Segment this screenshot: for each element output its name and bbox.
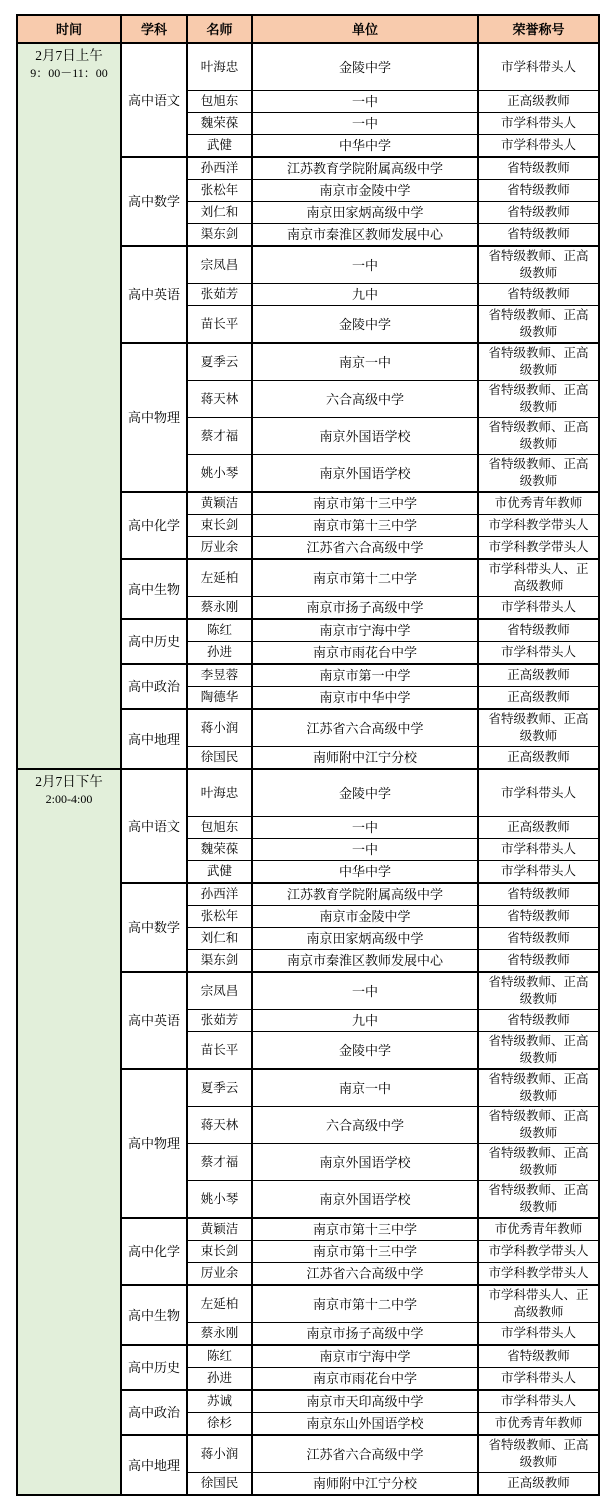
col-header-time: 时间: [17, 15, 121, 43]
teacher-row: [17, 43, 599, 91]
honor-cell: 省特级教师、正高级教师: [478, 381, 599, 418]
school-cell: 南京外国语学校: [252, 418, 478, 455]
school-cell: 南京市雨花台中学: [252, 642, 478, 665]
honor-cell: 市学科教学带头人: [478, 1263, 599, 1286]
honor-cell: 市学科带头人: [478, 135, 599, 158]
honor-cell: 市学科带头人: [478, 861, 599, 884]
honor-cell: 市学科带头人、正高级教师: [478, 559, 599, 597]
honor-cell: 市学科带头人: [478, 1323, 599, 1346]
school-cell: 南京市金陵中学: [252, 180, 478, 202]
school-cell: 南京东山外国语学校: [252, 1413, 478, 1436]
teacher-name-cell: 蔡才福: [187, 1144, 252, 1181]
honor-cell: 省特级教师、正高级教师: [478, 1107, 599, 1144]
subject-cell: 高中语文: [121, 43, 187, 157]
teacher-name-cell: 徐杉: [187, 1413, 252, 1436]
school-cell: 金陵中学: [252, 1032, 478, 1070]
school-cell: 江苏省六合高级中学: [252, 1435, 478, 1473]
honor-cell: 省特级教师、正高级教师: [478, 246, 599, 284]
teacher-name-cell: 蒋小润: [187, 1435, 252, 1473]
teacher-name-cell: 包旭东: [187, 91, 252, 113]
school-cell: 江苏省六合高级中学: [252, 1263, 478, 1286]
school-cell: 金陵中学: [252, 306, 478, 344]
teacher-name-cell: 叶海忠: [187, 43, 252, 91]
school-cell: 江苏教育学院附属高级中学: [252, 883, 478, 906]
teacher-name-cell: 姚小琴: [187, 1181, 252, 1219]
school-cell: 南京市扬子高级中学: [252, 1323, 478, 1346]
school-cell: 南京田家炳高级中学: [252, 202, 478, 224]
teacher-name-cell: 渠东剑: [187, 224, 252, 247]
honor-cell: 省特级教师、正高级教师: [478, 306, 599, 344]
teacher-name-cell: 宗凤昌: [187, 972, 252, 1010]
honor-cell: 省特级教师、正高级教师: [478, 709, 599, 747]
honor-cell: 市学科教学带头人: [478, 1241, 599, 1263]
school-cell: 南京一中: [252, 343, 478, 381]
session-date: 2月7日下午: [35, 774, 103, 789]
session-date: 2月7日上午: [35, 48, 103, 63]
teacher-name-cell: 陈红: [187, 1345, 252, 1368]
school-cell: 南京市秦淮区教师发展中心: [252, 224, 478, 247]
honor-cell: 省特级教师: [478, 284, 599, 306]
honor-cell: 正高级教师: [478, 687, 599, 710]
teacher-name-cell: 束长剑: [187, 1241, 252, 1263]
teacher-name-cell: 厉业余: [187, 537, 252, 560]
school-cell: 南京市雨花台中学: [252, 1368, 478, 1391]
teacher-name-cell: 孙西洋: [187, 883, 252, 906]
school-cell: 南师附中江宁分校: [252, 747, 478, 770]
header-row: [17, 15, 599, 43]
session-time-range: 9：00－11：00: [30, 66, 108, 80]
subject-cell: 高中语文: [121, 769, 187, 883]
teacher-name-cell: 宗凤昌: [187, 246, 252, 284]
school-cell: 南京市天印高级中学: [252, 1390, 478, 1413]
subject-cell: 高中政治: [121, 1390, 187, 1435]
school-cell: 南京市第十二中学: [252, 1285, 478, 1323]
subject-cell: 高中物理: [121, 343, 187, 492]
honor-cell: 省特级教师、正高级教师: [478, 1181, 599, 1219]
school-cell: 中华中学: [252, 861, 478, 884]
school-cell: 金陵中学: [252, 43, 478, 91]
teacher-name-cell: 夏季云: [187, 1069, 252, 1107]
school-cell: 南京市第一中学: [252, 664, 478, 687]
session-time-cell: [17, 769, 121, 1495]
honor-cell: 省特级教师、正高级教师: [478, 1435, 599, 1473]
honor-cell: 正高级教师: [478, 91, 599, 113]
school-cell: 南京市扬子高级中学: [252, 597, 478, 620]
honor-cell: 市学科带头人: [478, 1368, 599, 1391]
school-cell: 南京市第十二中学: [252, 559, 478, 597]
school-cell: 南京外国语学校: [252, 1144, 478, 1181]
school-cell: 南京市宁海中学: [252, 1345, 478, 1368]
teacher-name-cell: 厉业余: [187, 1263, 252, 1286]
honor-cell: 省特级教师: [478, 202, 599, 224]
honor-cell: 省特级教师、正高级教师: [478, 1032, 599, 1070]
honor-cell: 省特级教师: [478, 180, 599, 202]
school-cell: 六合高级中学: [252, 1107, 478, 1144]
school-cell: 九中: [252, 1010, 478, 1032]
subject-cell: 高中历史: [121, 1345, 187, 1390]
teacher-name-cell: 左延柏: [187, 1285, 252, 1323]
honor-cell: 市学科带头人: [478, 1390, 599, 1413]
honor-cell: 市学科带头人、正高级教师: [478, 1285, 599, 1323]
school-cell: 南京市金陵中学: [252, 906, 478, 928]
school-cell: 一中: [252, 113, 478, 135]
teacher-name-cell: 蔡永刚: [187, 1323, 252, 1346]
teacher-name-cell: 渠东剑: [187, 950, 252, 973]
subject-cell: 高中英语: [121, 972, 187, 1069]
honor-cell: 市优秀青年教师: [478, 1413, 599, 1436]
school-cell: 南京外国语学校: [252, 455, 478, 493]
session-time-range: 2:00-4:00: [45, 792, 93, 806]
school-cell: 南京市宁海中学: [252, 619, 478, 642]
subject-cell: 高中化学: [121, 492, 187, 559]
school-cell: 南京田家炳高级中学: [252, 928, 478, 950]
school-cell: 金陵中学: [252, 769, 478, 817]
honor-cell: 省特级教师: [478, 224, 599, 247]
teacher-name-cell: 黄颖洁: [187, 1218, 252, 1241]
honor-cell: 市学科带头人: [478, 769, 599, 817]
honor-cell: 市学科教学带头人: [478, 537, 599, 560]
subject-cell: 高中数学: [121, 883, 187, 972]
teacher-name-cell: 蒋天林: [187, 1107, 252, 1144]
honor-cell: 省特级教师、正高级教师: [478, 455, 599, 493]
school-cell: 六合高级中学: [252, 381, 478, 418]
honor-cell: 省特级教师: [478, 1345, 599, 1368]
subject-cell: 高中生物: [121, 1285, 187, 1345]
teacher-name-cell: 苏诚: [187, 1390, 252, 1413]
session-time-cell: [17, 43, 121, 769]
school-cell: 南京一中: [252, 1069, 478, 1107]
subject-cell: 高中化学: [121, 1218, 187, 1285]
teacher-name-cell: 苗长平: [187, 306, 252, 344]
honor-cell: 市优秀青年教师: [478, 1218, 599, 1241]
honor-cell: 正高级教师: [478, 747, 599, 770]
teacher-name-cell: 蒋天林: [187, 381, 252, 418]
subject-cell: 高中物理: [121, 1069, 187, 1218]
honor-cell: 省特级教师: [478, 928, 599, 950]
teacher-name-cell: 孙西洋: [187, 157, 252, 180]
honor-cell: 市学科带头人: [478, 43, 599, 91]
honor-cell: 市学科带头人: [478, 642, 599, 665]
teacher-name-cell: 武健: [187, 135, 252, 158]
col-header-honor: 荣誉称号: [478, 15, 599, 43]
teacher-name-cell: 蔡永刚: [187, 597, 252, 620]
teacher-name-cell: 束长剑: [187, 515, 252, 537]
school-cell: 九中: [252, 284, 478, 306]
teacher-name-cell: 黄颖洁: [187, 492, 252, 515]
school-cell: 南京市第十三中学: [252, 515, 478, 537]
school-cell: 江苏省六合高级中学: [252, 709, 478, 747]
honor-cell: 省特级教师、正高级教师: [478, 1069, 599, 1107]
teacher-name-cell: 刘仁和: [187, 928, 252, 950]
honor-cell: 省特级教师、正高级教师: [478, 343, 599, 381]
teacher-name-cell: 张茹芳: [187, 284, 252, 306]
teacher-name-cell: 张茹芳: [187, 1010, 252, 1032]
school-cell: 南京市第十三中学: [252, 1241, 478, 1263]
school-cell: 南京市第十三中学: [252, 492, 478, 515]
teacher-name-cell: 魏荣葆: [187, 113, 252, 135]
teacher-name-cell: 李昱蓉: [187, 664, 252, 687]
teacher-row: [17, 769, 599, 817]
subject-cell: 高中数学: [121, 157, 187, 246]
honor-cell: 省特级教师: [478, 619, 599, 642]
teacher-name-cell: 姚小琴: [187, 455, 252, 493]
subject-cell: 高中历史: [121, 619, 187, 664]
subject-cell: 高中地理: [121, 709, 187, 769]
school-cell: 南京市中华中学: [252, 687, 478, 710]
honor-cell: 省特级教师: [478, 950, 599, 973]
honor-cell: 正高级教师: [478, 817, 599, 839]
honor-cell: 市学科带头人: [478, 597, 599, 620]
teacher-name-cell: 叶海忠: [187, 769, 252, 817]
school-cell: 南京外国语学校: [252, 1181, 478, 1219]
subject-cell: 高中地理: [121, 1435, 187, 1495]
teacher-name-cell: 武健: [187, 861, 252, 884]
honor-cell: 市学科教学带头人: [478, 515, 599, 537]
teacher-name-cell: 孙进: [187, 642, 252, 665]
school-cell: 南京市秦淮区教师发展中心: [252, 950, 478, 973]
subject-cell: 高中英语: [121, 246, 187, 343]
teacher-schedule-table: [16, 14, 600, 1496]
teacher-name-cell: 苗长平: [187, 1032, 252, 1070]
subject-cell: 高中生物: [121, 559, 187, 619]
honor-cell: 正高级教师: [478, 1473, 599, 1496]
school-cell: 一中: [252, 246, 478, 284]
honor-cell: 正高级教师: [478, 664, 599, 687]
teacher-name-cell: 刘仁和: [187, 202, 252, 224]
teacher-name-cell: 蒋小润: [187, 709, 252, 747]
school-cell: 南师附中江宁分校: [252, 1473, 478, 1496]
school-cell: 南京市第十三中学: [252, 1218, 478, 1241]
honor-cell: 省特级教师、正高级教师: [478, 418, 599, 455]
col-header-teacher: 名师: [187, 15, 252, 43]
teacher-name-cell: 魏荣葆: [187, 839, 252, 861]
teacher-name-cell: 包旭东: [187, 817, 252, 839]
teacher-name-cell: 徐国民: [187, 1473, 252, 1496]
honor-cell: 省特级教师: [478, 906, 599, 928]
teacher-name-cell: 孙进: [187, 1368, 252, 1391]
col-header-school: 单位: [252, 15, 478, 43]
teacher-name-cell: 蔡才福: [187, 418, 252, 455]
school-cell: 江苏教育学院附属高级中学: [252, 157, 478, 180]
school-cell: 一中: [252, 91, 478, 113]
school-cell: 江苏省六合高级中学: [252, 537, 478, 560]
honor-cell: 省特级教师、正高级教师: [478, 1144, 599, 1181]
teacher-name-cell: 陈红: [187, 619, 252, 642]
honor-cell: 省特级教师: [478, 157, 599, 180]
school-cell: 一中: [252, 839, 478, 861]
honor-cell: 市优秀青年教师: [478, 492, 599, 515]
school-cell: 一中: [252, 972, 478, 1010]
teacher-name-cell: 夏季云: [187, 343, 252, 381]
honor-cell: 省特级教师、正高级教师: [478, 972, 599, 1010]
honor-cell: 市学科带头人: [478, 839, 599, 861]
honor-cell: 省特级教师: [478, 1010, 599, 1032]
col-header-subject: 学科: [121, 15, 187, 43]
teacher-name-cell: 陶德华: [187, 687, 252, 710]
honor-cell: 市学科带头人: [478, 113, 599, 135]
teacher-name-cell: 张松年: [187, 180, 252, 202]
subject-cell: 高中政治: [121, 664, 187, 709]
honor-cell: 省特级教师: [478, 883, 599, 906]
teacher-name-cell: 徐国民: [187, 747, 252, 770]
teacher-name-cell: 张松年: [187, 906, 252, 928]
school-cell: 中华中学: [252, 135, 478, 158]
teacher-name-cell: 左延柏: [187, 559, 252, 597]
school-cell: 一中: [252, 817, 478, 839]
